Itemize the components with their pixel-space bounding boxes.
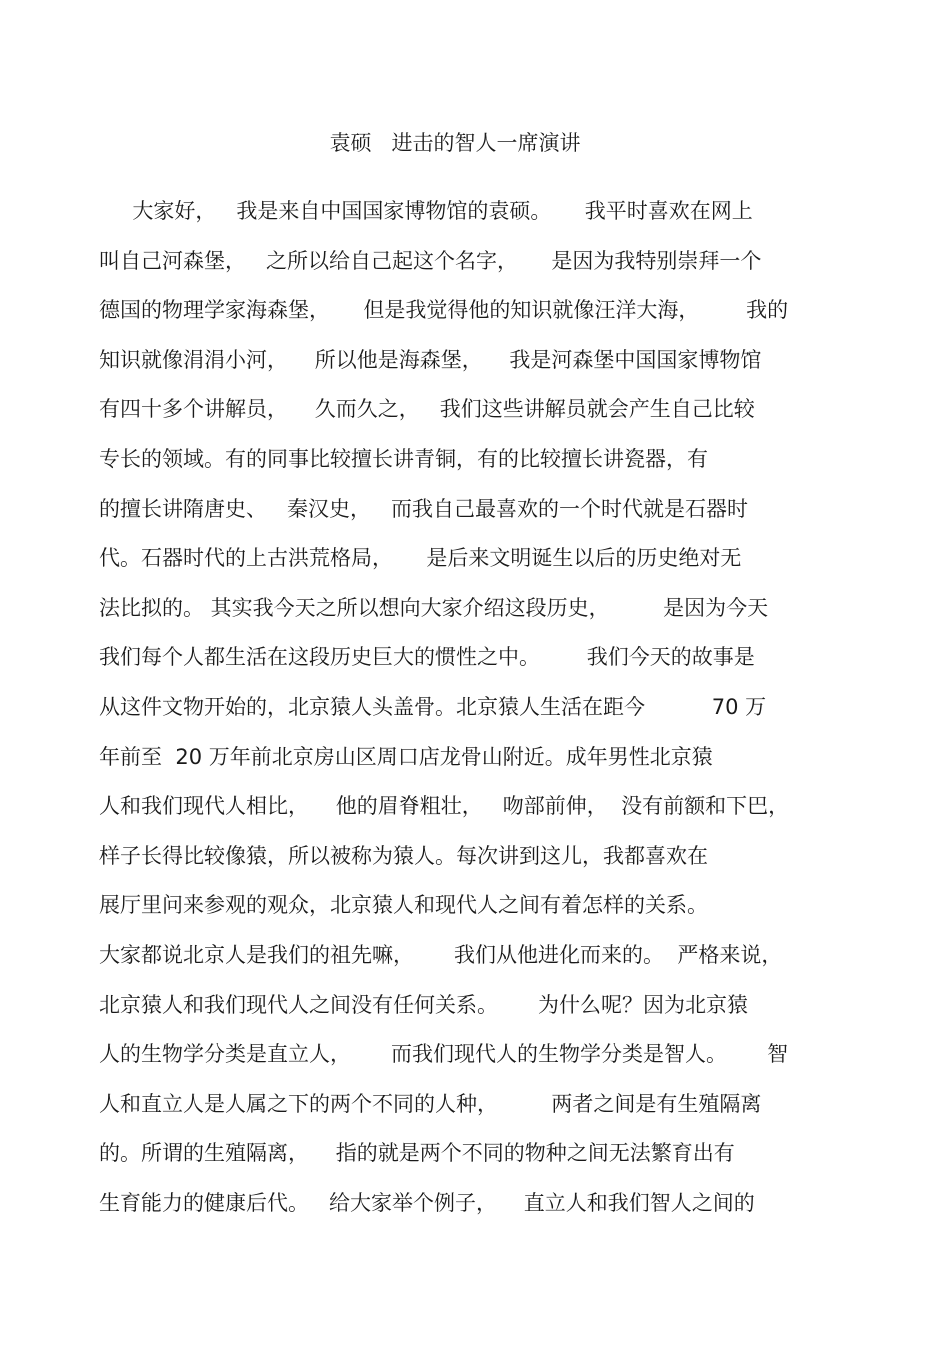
body-line: 法比拟的。 其实我今天之所以想向大家介绍这段历史， 是因为今天: [99, 595, 769, 620]
body-line: 生育能力的健康后代。 给大家举个例子， 直立人和我们智人之间的: [99, 1190, 755, 1215]
document-title: 袁硕 进击的智人一席演讲: [329, 131, 581, 155]
body-line: 人和直立人是人属之下的两个不同的人种， 两者之间是有生殖隔离: [99, 1091, 762, 1116]
body-line: 人和我们现代人相比， 他的眉脊粗壮， 吻部前伸， 没有前额和下巴，: [99, 794, 790, 819]
body-line: 从这件文物开始的，北京猿人头盖骨。北京猿人生活在距今 70 万: [99, 694, 767, 719]
body-line: 展厅里问来参观的观众，北京猿人和现代人之间有着怎样的关系。: [99, 893, 708, 918]
body-line: 有四十多个讲解员， 久而久之， 我们这些讲解员就会产生自己比较: [99, 397, 755, 422]
body-line: 代。石器时代的上古洪荒格局， 是后来文明诞生以后的历史绝对无: [99, 546, 742, 571]
body-line: 我们每个人都生活在这段历史巨大的惯性之中。 我们今天的故事是: [99, 645, 755, 670]
body-line: 北京猿人和我们现代人之间没有任何关系。 为什么呢？因为北京猿: [99, 992, 749, 1017]
body-line: 知识就像涓涓小河， 所以他是海森堡， 我是河森堡中国国家博物馆: [99, 347, 762, 372]
body-line: 大家好， 我是来自中国国家博物馆的袁硕。 我平时喜欢在网上: [99, 199, 753, 223]
body-line: 大家都说北京人是我们的祖先嘛， 我们从他进化而来的。 严格来说，: [99, 942, 783, 967]
body-line: 专长的领域。有的同事比较擅长讲青铜，有的比较擅长讲瓷器，有: [99, 446, 708, 471]
document-body: [99, 194, 839, 1235]
body-line: 叫自己河森堡， 之所以给自己起这个名字， 是因为我特别崇拜一个: [99, 248, 762, 273]
body-line: 样子长得比较像猿，所以被称为猿人。每次讲到这儿，我都喜欢在: [99, 843, 708, 868]
body-line: 人的生物学分类是直立人， 而我们现代人的生物学分类是智人。 智: [99, 1042, 789, 1067]
body-line: 德国的物理学家海森堡， 但是我觉得他的知识就像汪洋大海， 我的: [99, 298, 789, 323]
body-line: 的。所谓的生殖隔离， 指的就是两个不同的物种之间无法繁育出有: [99, 1141, 735, 1166]
body-line: 年前至 20 万年前北京房山区周口店龙骨山附近。成年男性北京猿: [99, 744, 713, 769]
body-line: 的擅长讲隋唐史、 秦汉史， 而我自己最喜欢的一个时代就是石器时: [99, 496, 749, 521]
